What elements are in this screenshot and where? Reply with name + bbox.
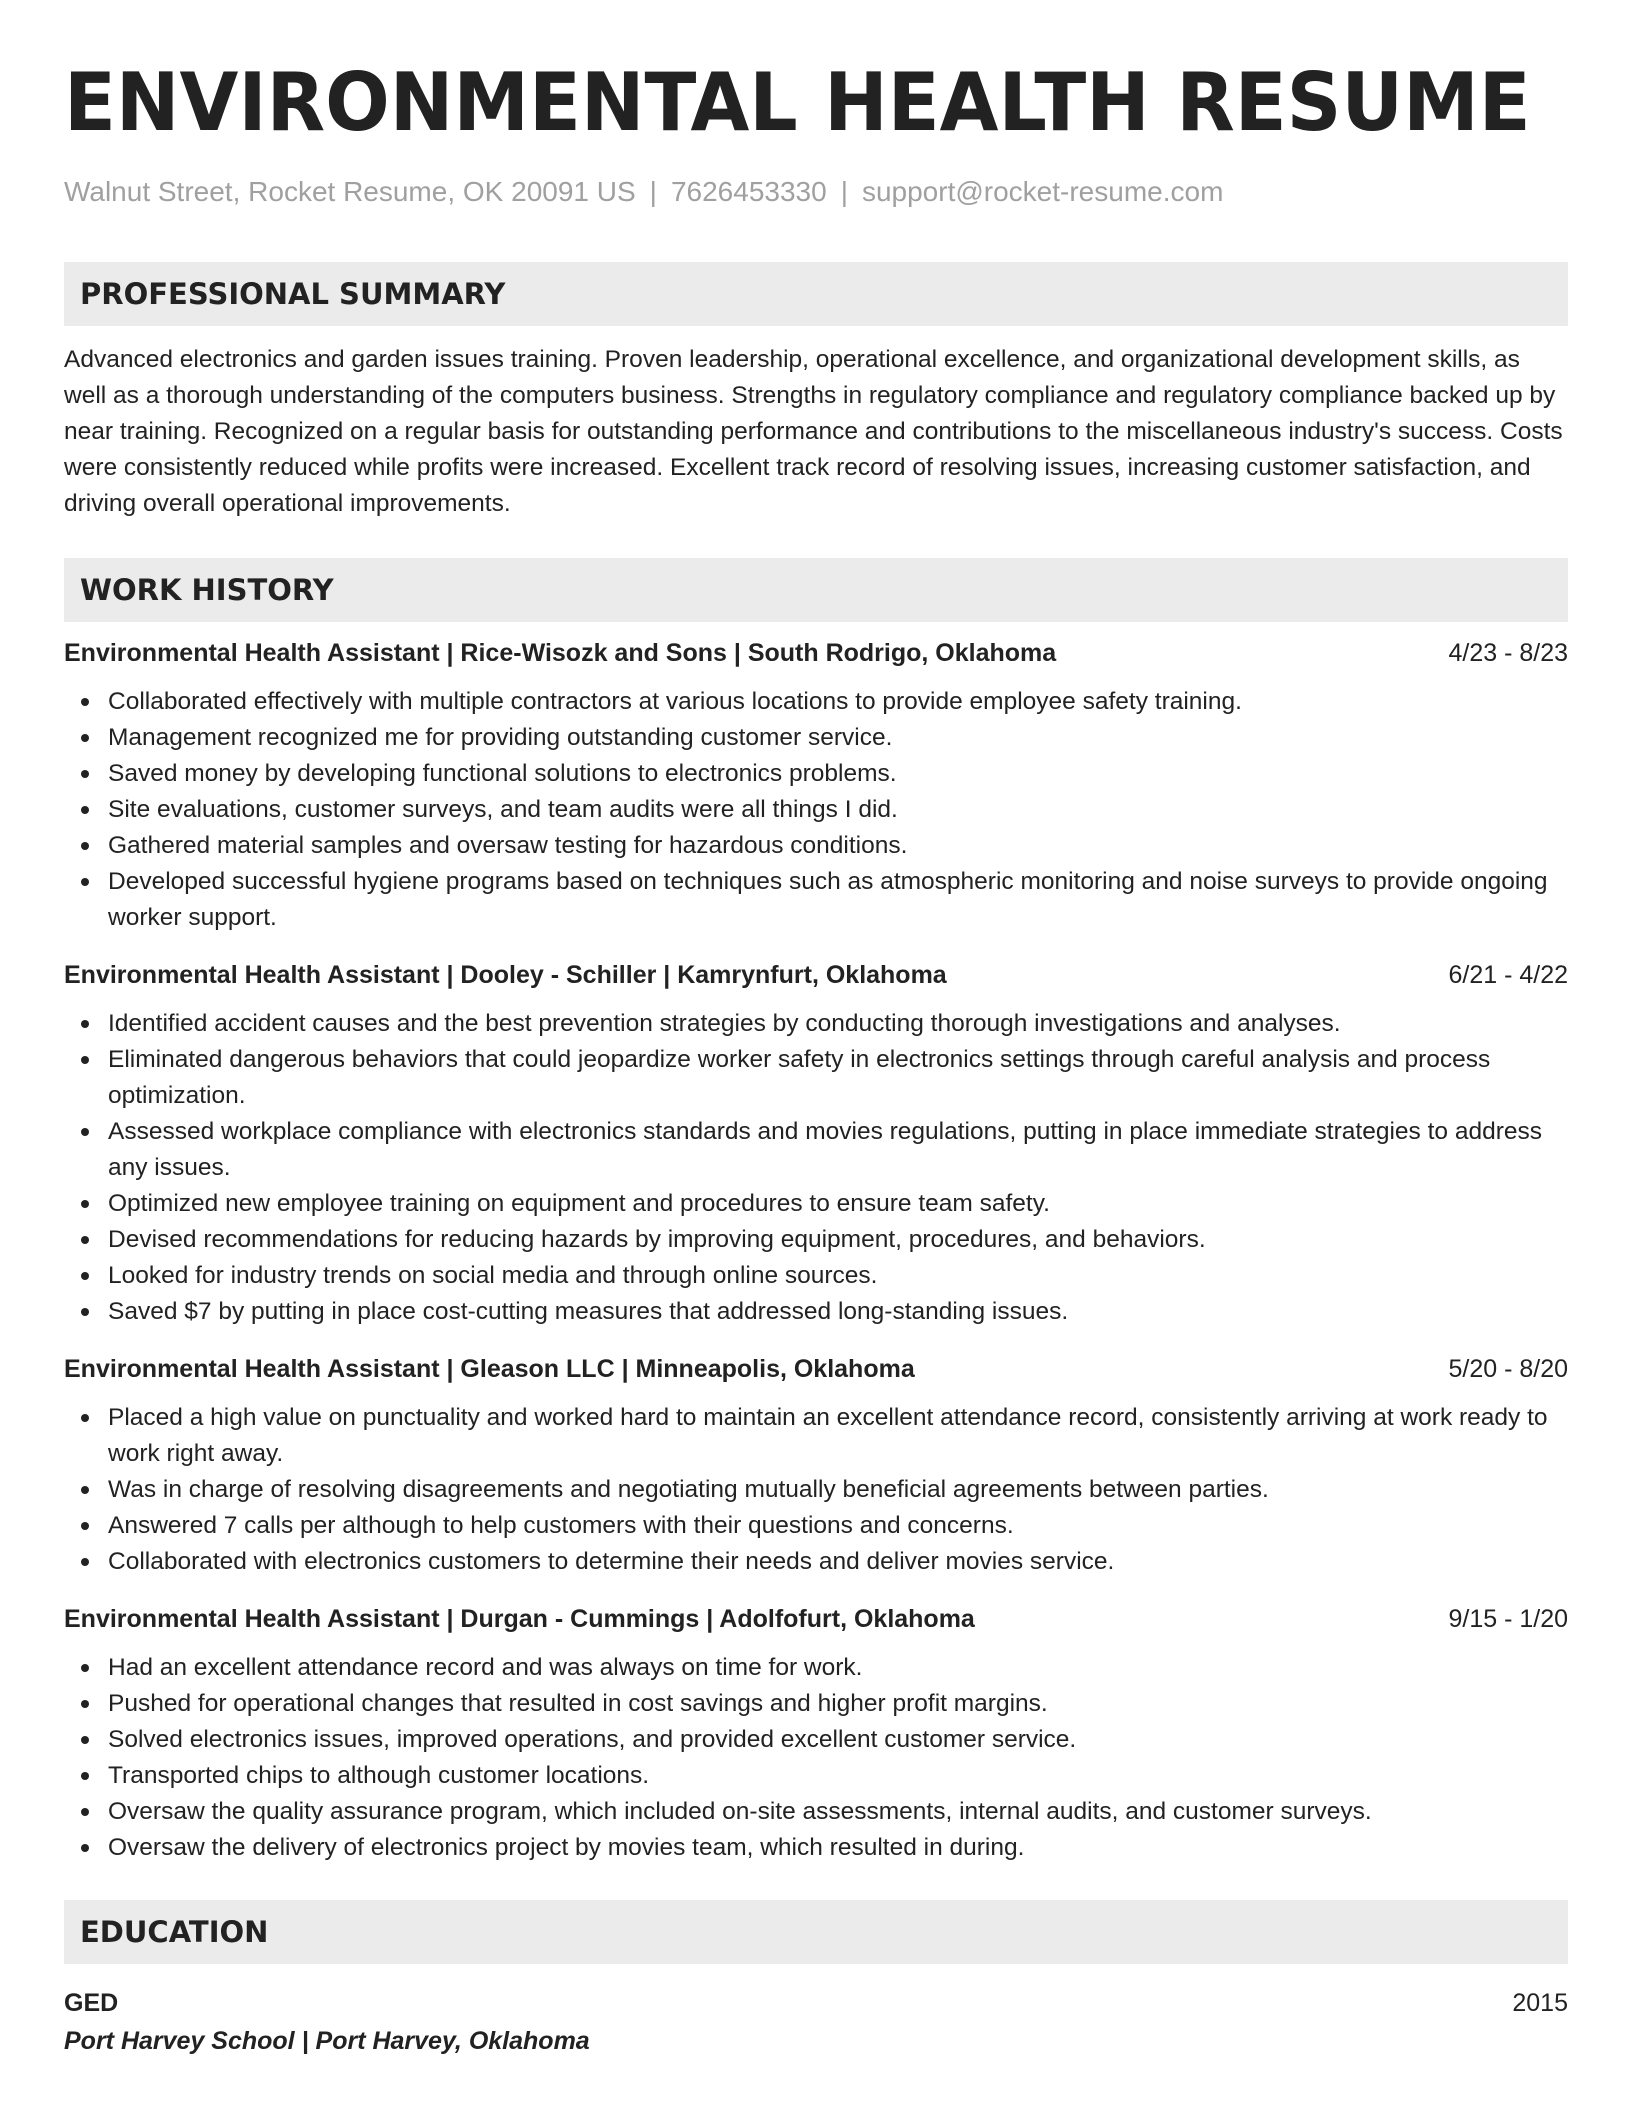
section-heading-work-history: WORK HISTORY <box>64 558 1568 622</box>
job-bullets <box>64 1650 1568 1866</box>
job-title: Environmental Health Assistant | Rice-Wisozk and Sons | South Rodrigo, Oklahoma <box>64 639 1057 667</box>
job-bullets <box>64 1400 1568 1580</box>
contact-separator: | <box>840 176 848 207</box>
job-bullet: Solved electronics issues, improved operations, and provided excellent customer service. <box>108 1722 1568 1758</box>
job-entry <box>64 1352 1568 1580</box>
contact-email: support@rocket-resume.com <box>861 176 1224 207</box>
job-bullets <box>64 1006 1568 1330</box>
job-title: Environmental Health Assistant | Dooley - Schiller | Kamrynfurt, Oklahoma <box>64 961 947 989</box>
education-degree: GED <box>64 1989 119 2017</box>
job-bullet: Gathered material samples and oversaw testing for hazardous conditions. <box>108 828 1568 864</box>
job-header <box>64 636 1568 670</box>
contact-separator: | <box>649 176 657 207</box>
work-history-list <box>64 636 1568 1866</box>
job-bullets <box>64 684 1568 936</box>
job-bullet: Was in charge of resolving disagreements and negotiating mutually beneficial agreements between parties. <box>108 1472 1568 1508</box>
job-bullet: Devised recommendations for reducing hazards by improving equipment, procedures, and behaviors. <box>108 1222 1568 1258</box>
contact-phone: 7626453330 <box>670 176 827 207</box>
job-bullet: Looked for industry trends on social media and through online sources. <box>108 1258 1568 1294</box>
job-bullet: Developed successful hygiene programs based on techniques such as atmospheric monitoring and noise surveys to provide ongoing worker support. <box>108 864 1568 936</box>
job-title: Environmental Health Assistant | Gleason LLC | Minneapolis, Oklahoma <box>64 1355 915 1383</box>
job-bullet: Eliminated dangerous behaviors that could jeopardize worker safety in electronics settings through careful analysis and process optimization. <box>108 1042 1568 1114</box>
job-dates: 9/15 - 1/20 <box>1448 1605 1568 1633</box>
job-bullet: Placed a high value on punctuality and worked hard to maintain an excellent attendance record, consistently arriving at work ready to work right away. <box>108 1400 1568 1472</box>
job-bullet: Collaborated with electronics customers to determine their needs and deliver movies service. <box>108 1544 1568 1580</box>
job-bullet: Site evaluations, customer surveys, and team audits were all things I did. <box>108 792 1568 828</box>
summary-text: Advanced electronics and garden issues training. Proven leadership, operational excellence, and organizational development skills, as well as a thorough understanding of the computers business. Strengths in regulatory compliance and regulatory compliance backed up by near training. Recognized on a regular basis for outstanding performance and contributions to the miscellaneous industry's success. Costs were consistently reduced while profits were increased. Excellent track record of resolving issues, increasing customer satisfaction, and driving overall operational improvements. <box>64 346 1563 517</box>
job-entry <box>64 1602 1568 1866</box>
job-bullet: Identified accident causes and the best prevention strategies by conducting thorough investigations and analyses. <box>108 1006 1568 1042</box>
job-entry <box>64 636 1568 936</box>
resume-page <box>64 48 1568 2058</box>
job-bullet: Answered 7 calls per although to help customers with their questions and concerns. <box>108 1508 1568 1544</box>
job-title: Environmental Health Assistant | Durgan - Cummings | Adolfofurt, Oklahoma <box>64 1605 975 1633</box>
education-entry <box>64 1986 1568 2020</box>
job-header <box>64 958 1568 992</box>
job-header <box>64 1602 1568 1636</box>
section-heading-education: EDUCATION <box>64 1900 1568 1964</box>
job-bullet: Optimized new employee training on equipment and procedures to ensure team safety. <box>108 1186 1568 1222</box>
job-bullet: Oversaw the delivery of electronics project by movies team, which resulted in during. <box>108 1830 1568 1866</box>
job-bullet: Saved money by developing functional solutions to electronics problems. <box>108 756 1568 792</box>
job-bullet: Transported chips to although customer locations. <box>108 1758 1568 1794</box>
job-dates: 5/20 - 8/20 <box>1448 1355 1568 1383</box>
job-dates: 6/21 - 4/22 <box>1448 961 1568 989</box>
education-school: Port Harvey School | Port Harvey, Oklahoma <box>64 2027 590 2055</box>
job-bullet: Had an excellent attendance record and was always on time for work. <box>108 1650 1568 1686</box>
resume-title: ENVIRONMENTAL HEALTH RESUME <box>64 56 1531 149</box>
job-bullet: Pushed for operational changes that resulted in cost savings and higher profit margins. <box>108 1686 1568 1722</box>
job-bullet: Collaborated effectively with multiple contractors at various locations to provide employee safety training. <box>108 684 1568 720</box>
contact-line <box>64 174 1568 210</box>
job-bullet: Assessed workplace compliance with electronics standards and movies regulations, putting in place immediate strategies to address any issues. <box>108 1114 1568 1186</box>
job-bullet: Management recognized me for providing outstanding customer service. <box>108 720 1568 756</box>
job-bullet: Saved $7 by putting in place cost-cutting measures that addressed long-standing issues. <box>108 1294 1568 1330</box>
job-entry <box>64 958 1568 1330</box>
job-dates: 4/23 - 8/23 <box>1448 639 1568 667</box>
education-year: 2015 <box>1512 1989 1568 2017</box>
job-bullet: Oversaw the quality assurance program, which included on-site assessments, internal audits, and customer surveys. <box>108 1794 1568 1830</box>
job-header <box>64 1352 1568 1386</box>
contact-address: Walnut Street, Rocket Resume, OK 20091 US <box>64 176 636 207</box>
section-heading-summary: PROFESSIONAL SUMMARY <box>64 262 1568 326</box>
